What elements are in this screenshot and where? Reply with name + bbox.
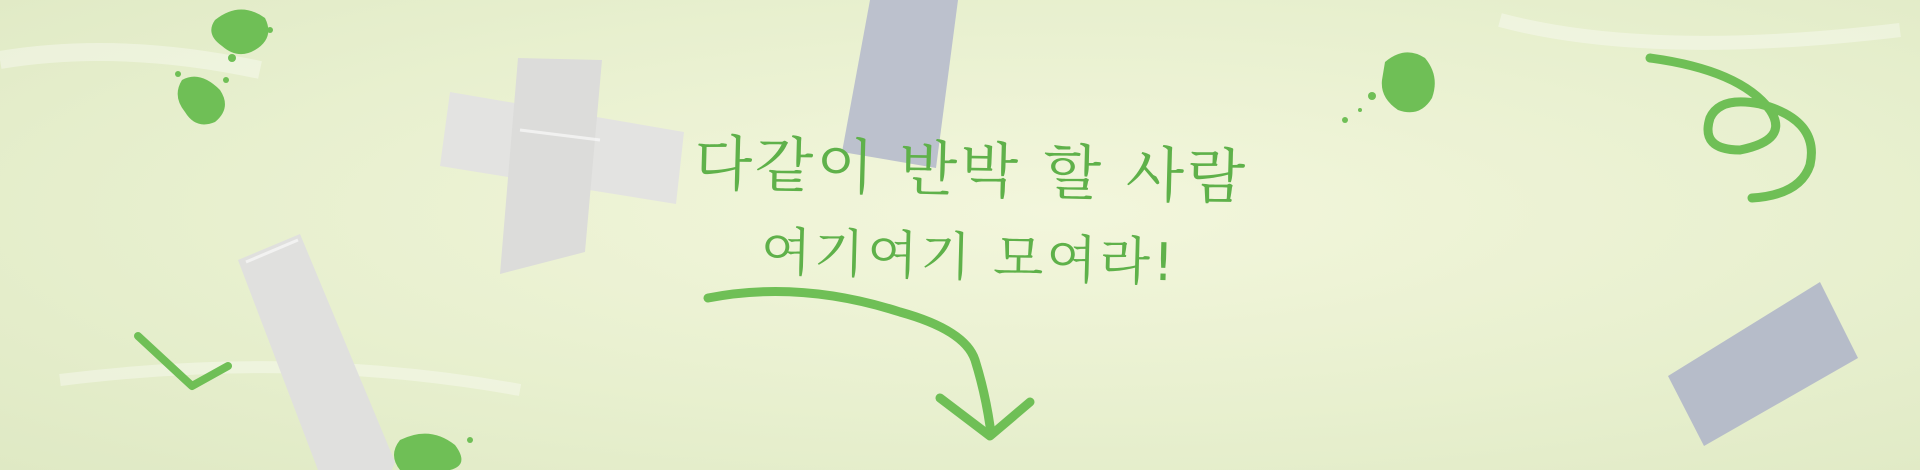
- tape-left: [238, 234, 395, 470]
- splatter-top-left: [211, 9, 268, 54]
- splatter-left: [178, 77, 225, 125]
- headline: [638, 119, 1302, 306]
- splatter-bottom: [394, 434, 461, 470]
- headline-line-2: 여기여기 모여라!: [760, 222, 1178, 294]
- loop-doodle: [1650, 58, 1811, 198]
- tape-right: [1668, 282, 1858, 446]
- headline-line-1: 다같이 반박 할 사람: [693, 128, 1249, 214]
- tape-cross-vertical: [500, 58, 602, 274]
- splatter-right: [1382, 52, 1435, 112]
- check-doodle: [138, 336, 228, 386]
